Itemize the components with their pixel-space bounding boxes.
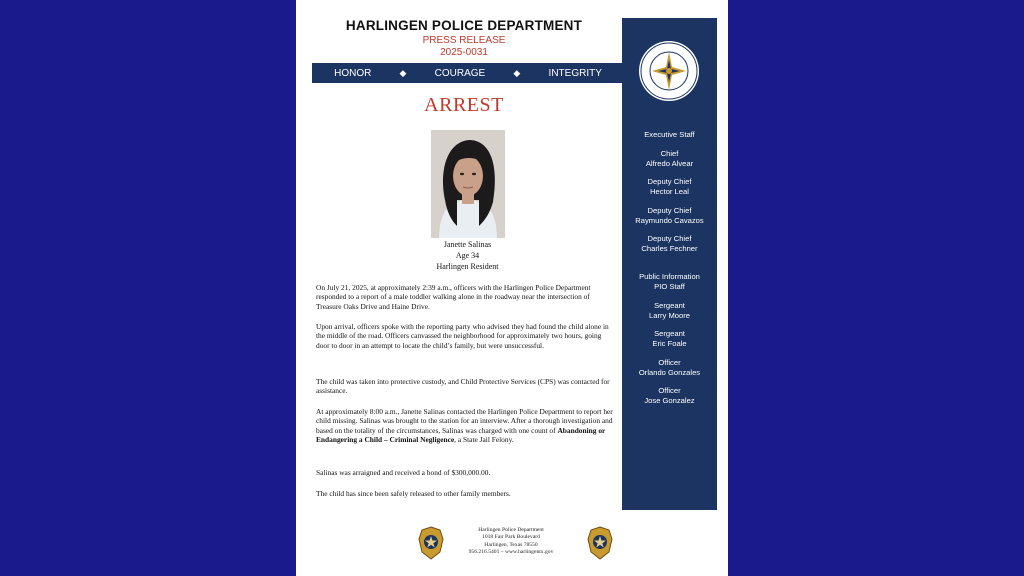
diamond-icon: ◆ — [399, 67, 407, 78]
staff-entry — [622, 386, 717, 406]
diamond-icon: ◆ — [513, 67, 521, 78]
staff-entry — [622, 149, 717, 169]
footer-street: 1018 Fair Park Boulevard — [482, 534, 540, 541]
executive-staff-heading: Executive Staff — [644, 130, 695, 139]
charge-text: At approximately 8:00 a.m., Janette Salinas contacted the Harlingen Police Department to report her child missing. Salinas was brought to the station for an interview. After a thorough investigation and based on the totality of the circumstances, Salinas was charged with one count of — [316, 407, 613, 435]
staff-name: Raymundo Cavazos — [635, 216, 704, 225]
motto-honor: HONOR — [334, 67, 372, 79]
subject-age: Age 34 — [455, 251, 480, 260]
staff-entry — [622, 234, 717, 254]
staff-title: Public Information — [639, 272, 700, 281]
staff-name: Eric Foale — [652, 339, 687, 348]
staff-title: Chief — [660, 149, 679, 158]
executive-sidebar — [622, 18, 717, 510]
paragraph-canvass: Upon arrival, officers spoke with the reporting party who advised they had found the child alone in the middle of the road. Officers canvassed the neighborhood for approximately two hours, going door to door in an attempt to locate the child’s family, but were unsuccessful. — [316, 322, 609, 350]
staff-title: Deputy Chief — [647, 177, 692, 186]
footer-city: Harlingen, Texas 78550 — [484, 541, 538, 548]
motto-courage: COURAGE — [434, 67, 486, 79]
subject-residence: Harlingen Resident — [436, 262, 499, 271]
motto-integrity: INTEGRITY — [548, 67, 602, 79]
paragraph-release: The child has since been safely released to other family members. — [316, 489, 511, 498]
staff-title: Officer — [658, 358, 681, 367]
staff-entry — [622, 272, 717, 292]
staff-name: Jose Gonzalez — [644, 396, 695, 405]
paragraph-cps: The child was taken into protective custody, and Child Protective Services (CPS) was contacted for assistance. — [316, 377, 610, 396]
charge-class: , a State Jail Felony. — [454, 435, 514, 445]
charge-name: Abandoning or Endangering a Child – Criminal Negligence — [316, 425, 606, 445]
staff-title: Officer — [658, 386, 681, 395]
footer-address — [456, 527, 566, 556]
staff-name: Hector Leal — [650, 187, 689, 196]
department-title: HARLINGEN POLICE DEPARTMENT — [345, 18, 583, 33]
staff-name: Alfredo Alvear — [645, 159, 694, 168]
staff-title: Deputy Chief — [647, 206, 692, 215]
footer-contact: 956.216.5401 – www.harlingentx.gov — [468, 548, 554, 555]
staff-name: Orlando Gonzales — [638, 368, 701, 377]
paragraph-charge — [316, 407, 614, 445]
press-release-label: PRESS RELEASE — [422, 35, 506, 46]
police-badge-icon — [418, 526, 444, 560]
staff-title: Sergeant — [654, 301, 685, 310]
release-number: 2025-0031 — [440, 47, 488, 58]
staff-entry — [622, 329, 717, 349]
staff-entry — [622, 358, 717, 378]
staff-entry — [622, 301, 717, 321]
staff-entry — [622, 177, 717, 197]
tpca-badge-icon — [638, 40, 700, 102]
mugshot-photo — [431, 130, 505, 238]
motto-bar — [312, 63, 624, 83]
paragraph-incident: On July 21, 2025, at approximately 2:39 a.m., officers with the Harlingen Police Department responded to a report of a male toddler walking alone in the roadway near the intersection of Treasure Oaks Drive and Haine Drive. — [316, 283, 591, 311]
press-release-page — [296, 0, 728, 576]
police-badge-icon — [587, 526, 613, 560]
staff-entry — [622, 206, 717, 226]
staff-title: Deputy Chief — [647, 234, 692, 243]
staff-name: PIO Staff — [654, 282, 685, 291]
staff-title: Sergeant — [654, 329, 685, 338]
staff-name: Larry Moore — [649, 311, 690, 320]
subject-name: Janette Salinas — [443, 240, 492, 249]
staff-name: Charles Fechner — [641, 244, 698, 253]
paragraph-bond: Salinas was arraigned and received a bond of $300,000.00. — [316, 468, 491, 477]
arrest-headline: ARREST — [424, 94, 504, 116]
footer-department: Harlingen Police Department — [478, 527, 544, 533]
